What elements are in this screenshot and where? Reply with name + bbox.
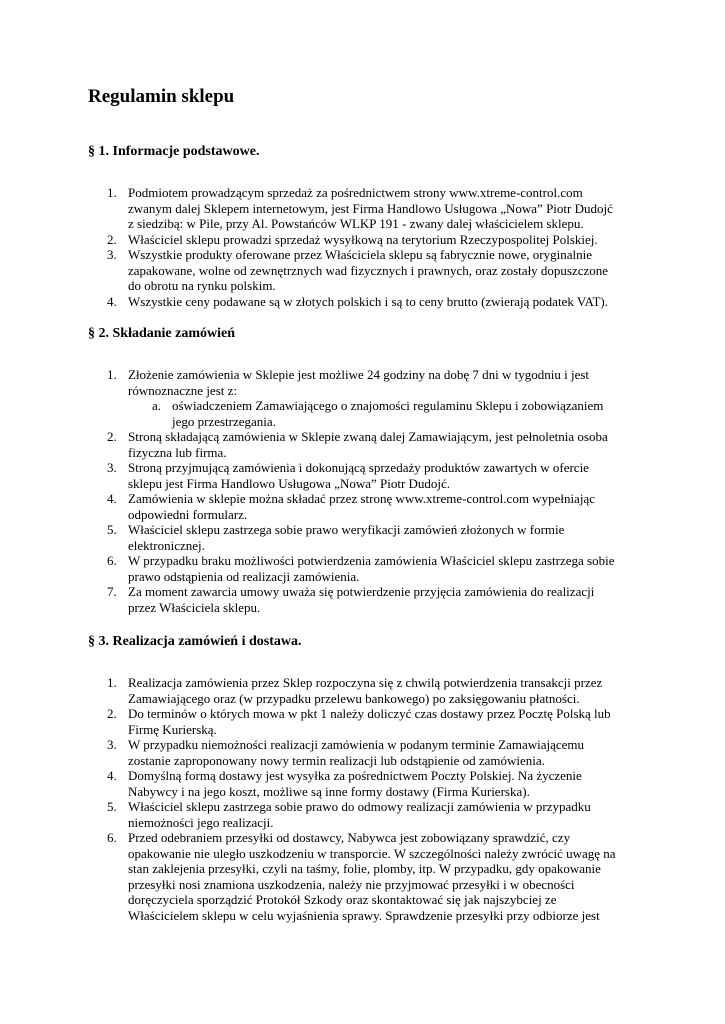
item-text-line: do obrotu na rynku polskim. bbox=[128, 278, 276, 293]
item-text-line: przesyłki nosi znamiona uszkodzenia, należy nie przyjmować przesyłki i w obecności bbox=[128, 876, 575, 892]
item-text-line: zwanym dalej Sklepem internetowym, jest Firma Handlowo Usługowa „Nowa” Piotr Dudojć bbox=[128, 200, 613, 216]
item-text-line: Właścicielem sklepu w celu wyjaśnienia sprawy. Sprawdzenie przesyłki przy odbiorze jest bbox=[128, 907, 600, 923]
item-number: 4. bbox=[107, 768, 117, 783]
numbered-list bbox=[88, 367, 648, 615]
item-text-line: sklepu jest Firma Handlowo Usługowa „Nowa” Piotr Dudojć. bbox=[128, 475, 451, 491]
item-text-line: Zamówienia w sklepie można składać przez stronę www.xtreme-control.com wypełniając bbox=[128, 491, 595, 506]
item-text-line: zostanie zaproponowany nowy termin realizacji lub odstąpienie od zamówienia. bbox=[128, 752, 545, 768]
item-text-line: zapakowane, wolne od zewnętrznych wad fizycznych i prawnych, oraz zostały dopuszczone bbox=[128, 262, 609, 278]
list-item bbox=[88, 429, 648, 460]
item-text-line: Domyślną formą dostawy jest wysyłka za pośrednictwem Poczty Polskiej. Na życzenie bbox=[128, 768, 582, 783]
item-text-line: Stroną przyjmującą zamówienia i dokonującą sprzedaży produktów zawartych w ofercie bbox=[128, 460, 589, 475]
numbered-list bbox=[88, 185, 648, 309]
item-number: 5. bbox=[107, 799, 117, 814]
item-text-line: fizyczna lub firma. bbox=[128, 444, 227, 460]
item-text-line: stan zaklejenia przesyłki, czyli na taśmy, folie, plomby, itp. W przypadku, gdy opakowanie bbox=[128, 861, 601, 876]
section-heading: § 2. Składanie zamówień bbox=[88, 326, 236, 341]
list-item bbox=[88, 584, 648, 615]
item-text-line: Złożenie zamówienia w Sklepie jest możliwe 24 godziny na dobę 7 dni w tygodniu i jest bbox=[128, 367, 590, 382]
item-text-line: Przed odebraniem przesyłki od dostawcy, Nabywca jest zobowiązany sprawdzić, czy bbox=[128, 830, 571, 845]
item-number: 4. bbox=[107, 293, 117, 309]
list-item bbox=[88, 522, 648, 553]
item-text-line: Do terminów o których mowa w pkt 1 należy doliczyć czas dostawy przez Pocztę Polską lub bbox=[128, 706, 611, 721]
item-text-line: Za moment zawarcia umowy uważa się potwierdzenie przyjęcia zamówienia do realizacji bbox=[128, 584, 595, 599]
item-text-line: z siedzibą: w Pile, przy Al. Powstańców WLKP 191 - zwany dalej właścicielem sklepu. bbox=[128, 216, 584, 231]
item-number: 3. bbox=[107, 247, 117, 262]
list-item bbox=[88, 367, 648, 398]
item-text-line: jego przestrzegania. bbox=[172, 413, 276, 429]
list-item bbox=[88, 185, 648, 232]
item-text-line: opakowanie nie uległo uszkodzeniu w transporcie. W szczególności należy zwrócić uwagę na bbox=[128, 845, 616, 861]
list-item bbox=[88, 768, 648, 799]
item-text-line: Podmiotem prowadzącym sprzedaż za pośrednictwem strony www.xtreme-control.com bbox=[128, 185, 583, 200]
item-text-line: W przypadku niemożności realizacji zamówienia w podanym terminie Zamawiającemu bbox=[128, 737, 585, 752]
item-text-line: oświadczeniem Zamawiającego o znajomości regulaminu Sklepu i zobowiązaniem bbox=[172, 398, 604, 413]
item-number: 6. bbox=[107, 830, 117, 845]
section-informacje-podstawowe bbox=[88, 143, 648, 309]
item-number: 1. bbox=[107, 185, 117, 200]
item-text-line: Właściciel sklepu zastrzega sobie prawo do odmowy realizacji zamówienia w przypadku bbox=[128, 799, 591, 814]
item-text-line: Wszystkie produkty oferowane przez Właściciela sklepu są fabrycznie nowe, oryginalnie bbox=[128, 247, 592, 262]
item-text-line: Stroną składającą zamówienia w Sklepie zwaną dalej Zamawiającym, jest pełnoletnia osoba bbox=[128, 429, 608, 444]
list-item bbox=[88, 553, 648, 584]
item-text-line: Właściciel sklepu prowadzi sprzedaż wysyłkową na terytorium Rzeczypospolitej Polskiej. bbox=[128, 231, 598, 247]
list-item bbox=[88, 830, 648, 923]
item-number: 5. bbox=[107, 522, 117, 537]
item-number: 6. bbox=[107, 553, 117, 568]
item-number: 2. bbox=[107, 429, 117, 444]
list-item bbox=[88, 247, 648, 294]
list-item bbox=[88, 491, 648, 522]
item-number: 1. bbox=[107, 367, 117, 382]
item-number: 3. bbox=[107, 460, 117, 475]
item-number: 1. bbox=[107, 675, 117, 690]
item-text-line: doręczyciela sporządzić Protokół Szkody oraz skontaktować się jak najszybciej ze bbox=[128, 892, 557, 907]
section-heading: § 1. Informacje podstawowe. bbox=[88, 144, 260, 159]
document-title: Regulamin sklepu bbox=[88, 86, 235, 107]
list-item bbox=[88, 799, 648, 830]
section-skladanie-zamowien bbox=[88, 325, 648, 615]
sub-item-letter: a. bbox=[152, 398, 162, 413]
item-text-line: Nabywcy i na jego koszt, możliwe są inne formy dostawy (Firma Kurierska). bbox=[128, 783, 530, 799]
list-item bbox=[88, 737, 648, 768]
item-text-line: niemożności jego realizacji. bbox=[128, 814, 274, 830]
item-number: 7. bbox=[107, 584, 117, 599]
item-number: 2. bbox=[107, 706, 117, 721]
item-text-line: Zamawiającego oraz (w przypadku przelewu bankowego) po zaksięgowaniu płatności. bbox=[128, 690, 580, 706]
list-item bbox=[88, 706, 648, 737]
list-item bbox=[88, 675, 648, 706]
item-text-line: odpowiedni formularz. bbox=[128, 506, 248, 522]
list-item bbox=[88, 232, 648, 248]
list-item bbox=[88, 294, 648, 310]
item-text-line: W przypadku braku możliwości potwierdzenia zamówienia Właściciel sklepu zastrzega sobie bbox=[128, 553, 615, 568]
numbered-list bbox=[88, 675, 648, 923]
item-text-line: równoznaczne jest z: bbox=[128, 382, 238, 398]
item-text-line: Firmę Kurierską. bbox=[128, 721, 217, 737]
section-realizacja-zamowien bbox=[88, 633, 648, 923]
item-text-line: Właściciel sklepu zastrzega sobie prawo weryfikacji zamówień złożonych w formie bbox=[128, 522, 565, 537]
item-text-line: elektronicznej. bbox=[128, 537, 205, 553]
sub-list-item bbox=[88, 398, 648, 429]
item-number: 4. bbox=[107, 491, 117, 506]
list-item bbox=[88, 460, 648, 491]
item-text-line: prawo odstąpienia od realizacji zamówienia. bbox=[128, 568, 360, 584]
item-number: 2. bbox=[107, 231, 117, 247]
section-heading: § 3. Realizacja zamówień i dostawa. bbox=[88, 634, 302, 649]
item-text-line: przez Właściciela sklepu. bbox=[128, 599, 261, 615]
item-text-line: Realizacja zamówienia przez Sklep rozpoczyna się z chwilą potwierdzenia transakcji przez bbox=[128, 675, 603, 690]
item-text-line: Wszystkie ceny podawane są w złotych polskich i są to ceny brutto (zwierają podatek VAT). bbox=[128, 293, 609, 309]
item-number: 3. bbox=[107, 737, 117, 752]
